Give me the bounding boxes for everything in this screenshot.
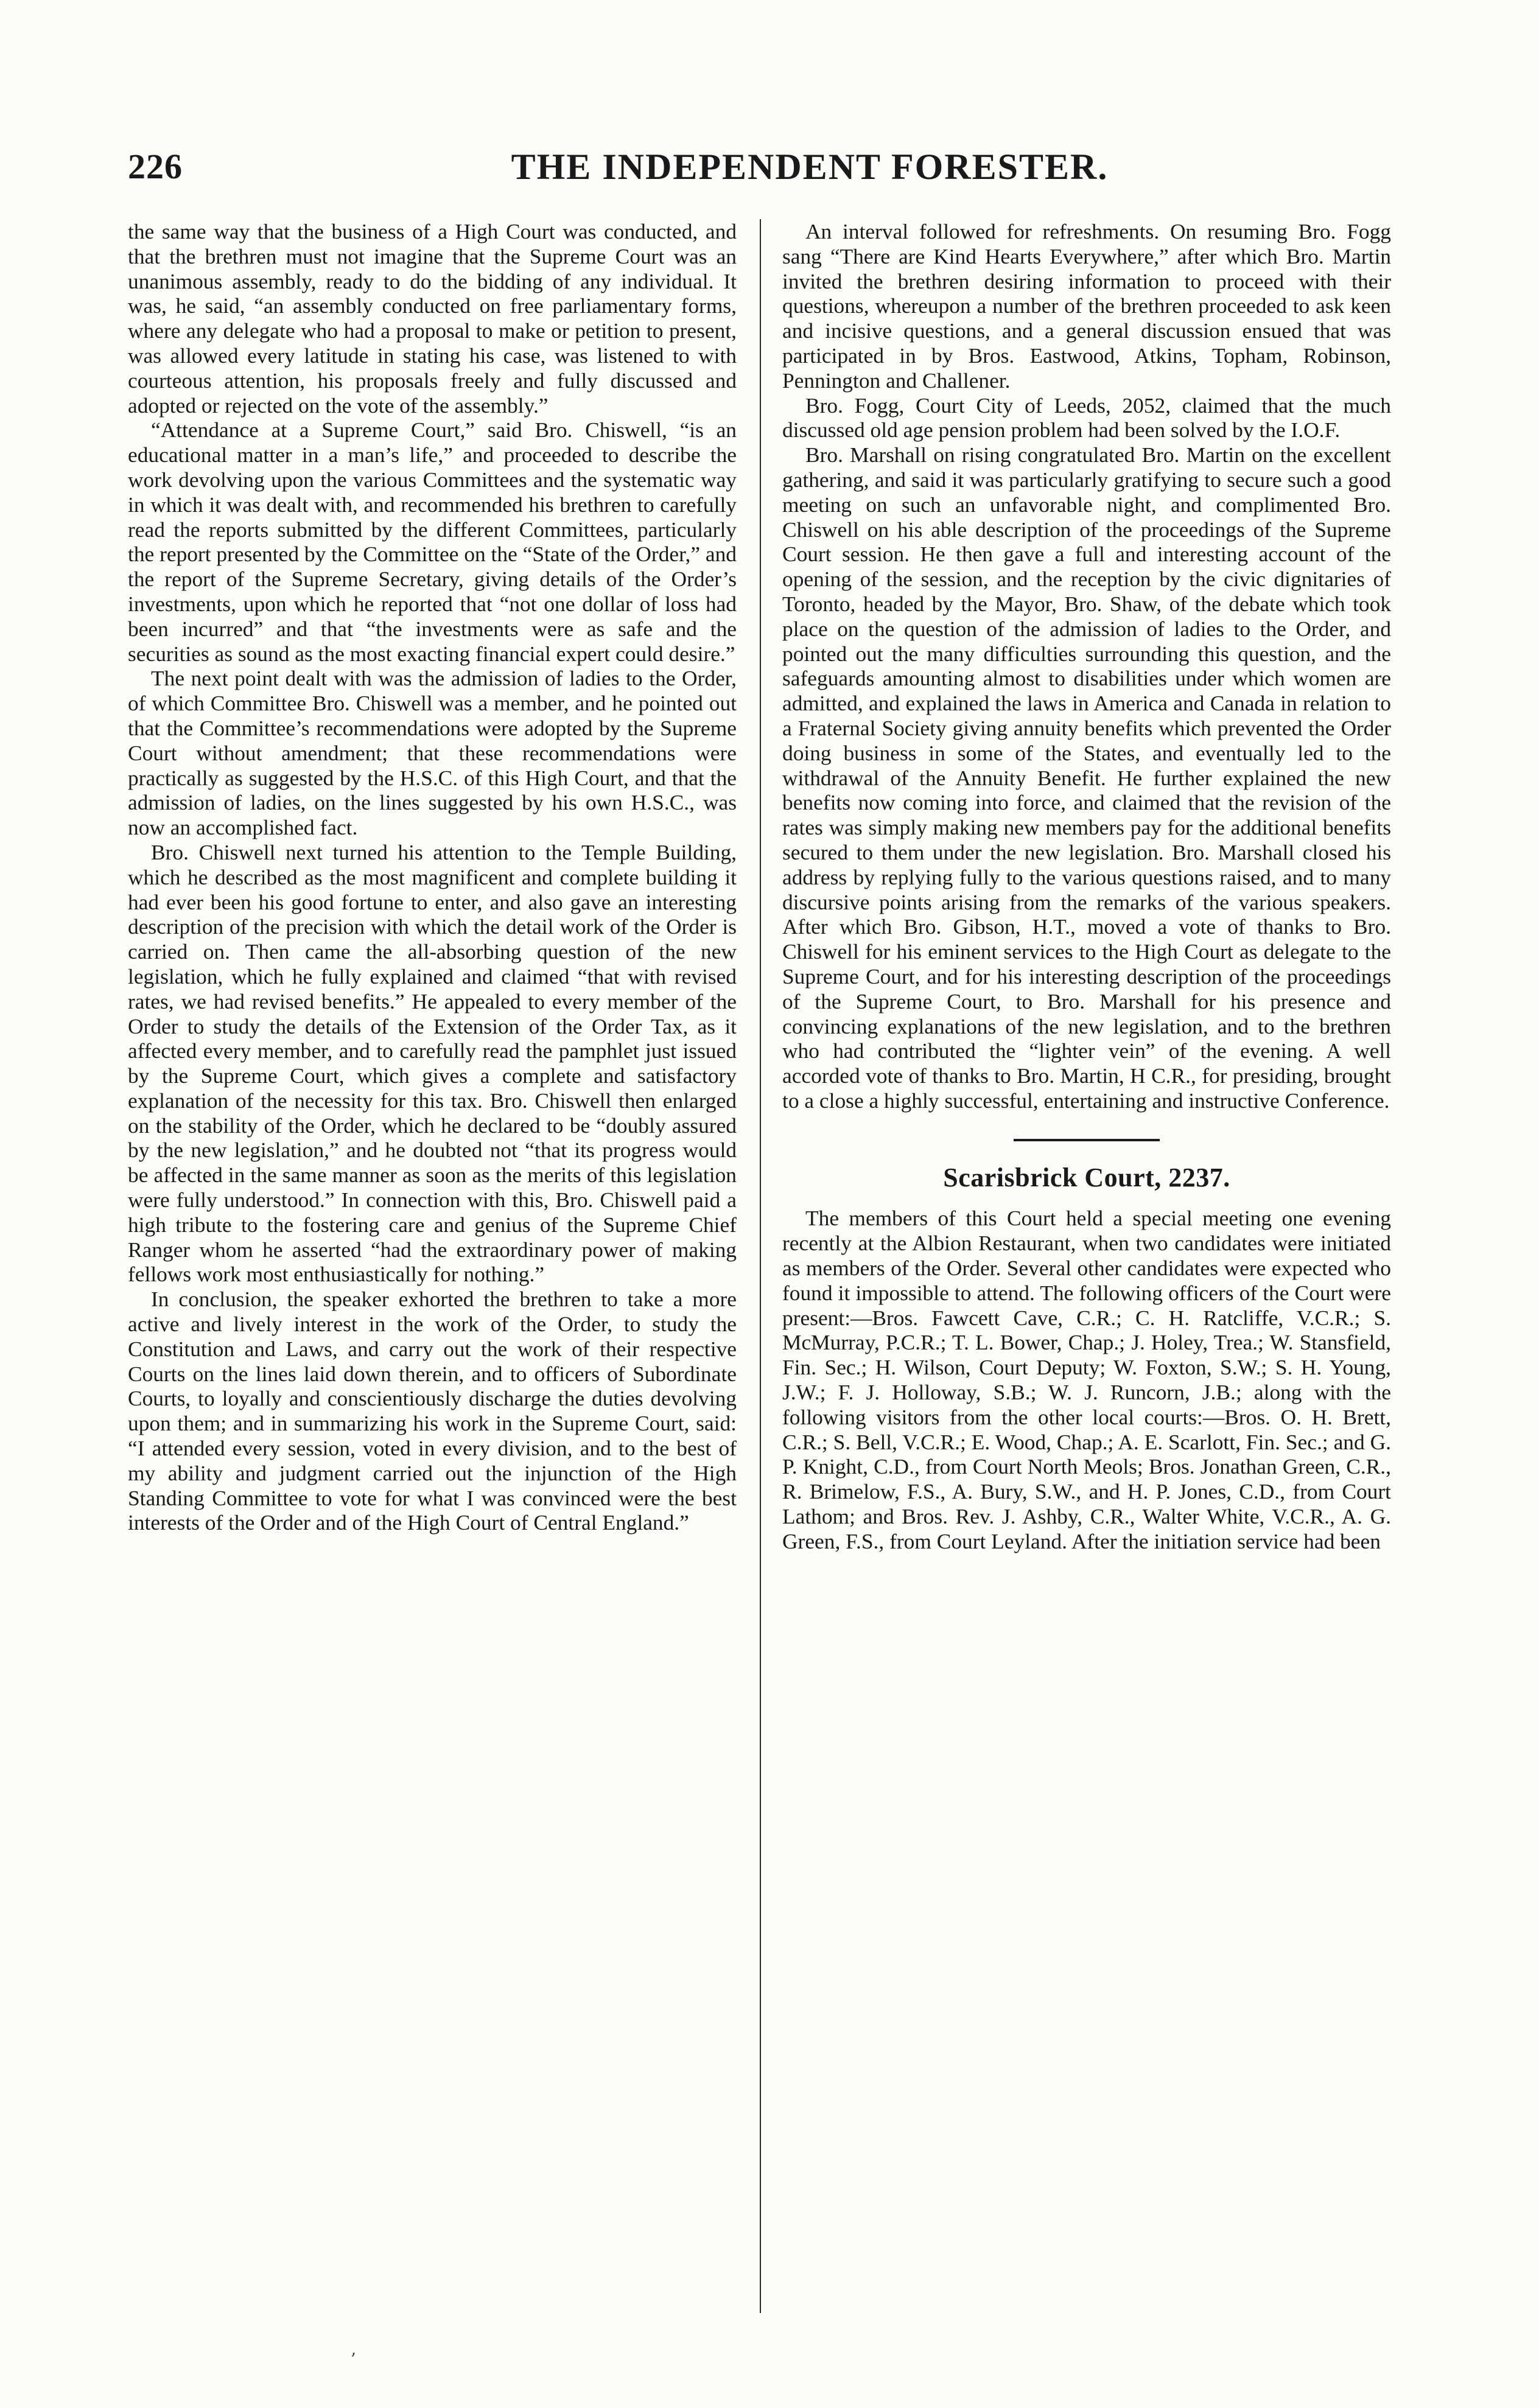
left-paragraph-1: the same way that the business of a High Court was conducted, and that the brethren must not imagine that the Supreme Court was an unanimous assembly, ready to do the bidding of any individual. It was, he said, “an assembly conducted on free parliamentary forms, where any delegate who had a proposal to make or petition to present, was allowed every latitude in stating his case, was listened to with courteous attention, his proposals freely and fully discussed and adopted or rejected on the vote of the assembly.”	[128, 219, 737, 418]
left-paragraph-4: Bro. Chiswell next turned his attention to the Temple Building, which he described as the most magnificent and complete building it had ever been his good fortune to enter, and also gave an interesting description of the precision with which the detail work of the Order is carried on. Then came the all-absorbing question of the new legislation, which he fully explained and claimed “that with revised rates, we had revised benefits.” He appealed to every member of the Order to study the details of the Extension of the Order Tax, as it affected every member, and to carefully read the pamphlet just issued by the Supreme Court, which gives a complete and satisfactory explanation of the necessity for this tax. Bro. Chiswell then enlarged on the stability of the Order, which he declared to be “doubly assured by the new legislation,” and he doubted not “that its progress would be affected in the same manner as soon as the merits of this legislation were fully understood.” In connection with this, Bro. Chiswell paid a high tribute to the fostering care and genius of the Supreme Chief Ranger whom he asserted “had the extraordinary power of making fellows work most enthusiastically for nothing.”	[128, 839, 737, 1287]
section-rule	[1014, 1139, 1160, 1141]
left-column	[128, 219, 737, 1535]
page-number: 226	[128, 147, 183, 186]
left-paragraph-3: The next point dealt with was the admission of ladies to the Order, of which Committee Bro. Chiswell was a member, and he pointed out that the Committee’s recommendations were adopted by the Supreme Court without amendment; that these recommendations were practically as suggested by the H.S.C. of this High Court, and that the admission of ladies, on the lines suggested by his own H.S.C., was now an accomplished fact.	[128, 666, 737, 840]
right-column	[782, 219, 1391, 1554]
right-paragraph-2: Bro. Fogg, Court City of Leeds, 2052, claimed that the much discussed old age pension problem had been solved by the I.O.F.	[782, 393, 1391, 443]
left-paragraph-2: “Attendance at a Supreme Court,” said Bro. Chiswell, “is an educational matter in a man’s life,” and proceeded to describe the work devolving upon the various Committees and the systematic way in which it was dealt with, and recommended his brethren to carefully read the reports submitted by the different Committees, particularly the report presented by the Committee on the “State of the Order,” and the report of the Supreme Secretary, giving details of the Order’s investments, upon which he reported that “not one dollar of loss had been incurred” and that “the investments were as safe and the securities as sound as the most exacting financial expert could desire.”	[128, 418, 737, 666]
column-divider	[760, 219, 761, 2313]
section-paragraph-1: The members of this Court held a special meeting one evening recently at the Albion Restaurant, when two candidates were initiated as members of the Order. Several other candidates were expected who found it impossible to attend. The following officers of the Court were present:—Bros. Fawcett Cave, C.R.; C. H. Ratcliffe, V.C.R.; S. McMurray, P.C.R.; T. L. Bower, Chap.; J. Holey, Trea.; W. Stansfield, Fin. Sec.; H. Wilson, Court Deputy; W. Foxton, S.W.; S. H. Young, J.W.; F. J. Holloway, S.B.; W. J. Runcorn, J.B.; along with the following visitors from the other local courts:—Bros. O. H. Brett, C.R.; S. Bell, V.C.R.; E. Wood, Chap.; A. E. Scarlott, Fin. Sec.; and G. P. Knight, C.D., from Court North Meols; Bros. Jonathan Green, C.R., R. Brimelow, F.S., A. Bury, S.W., and H. P. Jones, C.D., from Court Lathom; and Bros. Rev. J. Ashby, C.R., Walter White, V.C.R., A. G. Green, F.S., from Court Leyland. After the initiation service had been	[782, 1206, 1391, 1553]
running-head: THE INDEPENDENT FORESTER.	[511, 147, 1109, 187]
footer-mark: ʼ	[350, 2350, 356, 2370]
right-paragraph-3: Bro. Marshall on rising congratulated Bro. Martin on the excellent gathering, and said it was particularly gratifying to secure such a good meeting on such an unfavorable night, and complimented Bro. Chiswell on his able description of the proceedings of the Supreme Court session. He then gave a full and interesting account of the opening of the session, and the reception by the civic dignitaries of Toronto, headed by the Mayor, Bro. Shaw, of the debate which took place on the question of the admission of ladies to the Order, and pointed out the many difficulties surrounding this question, and the safeguards amounting almost to disabilities under which women are admitted, and explained the laws in America and Canada in relation to a Fraternal Society giving annuity benefits which prevented the Order doing business in some of the States, and eventually led to the withdrawal of the Annuity Benefit. He further explained the new benefits now coming into force, and claimed that the revision of the rates was simply making new members pay for the additional benefits secured to them under the new legislation. Bro. Marshall closed his address by replying fully to the various questions raised, and to many discursive points arising from the remarks of the various speakers. After which Bro. Gibson, H.T., moved a vote of thanks to Bro. Chiswell for his eminent services to the High Court as delegate to the Supreme Court, and for his interesting description of the proceedings of the Supreme Court, to Bro. Marshall for his presence and convincing explanations of the new legislation, and to the brethren who had contributed the “lighter vein” of the evening. A well accorded vote of thanks to Bro. Martin, H C.R., for presiding, brought to a close a highly successful, entertaining and instructive Conference.	[782, 443, 1391, 1113]
page-header	[128, 146, 1412, 195]
section-heading: Scarisbrick Court, 2237.	[943, 1162, 1230, 1192]
right-paragraph-1: An interval followed for refreshments. On resuming Bro. Fogg sang “There are Kind Hearts Everywhere,” after which Bro. Martin invited the brethren desiring information to proceed with their questions, whereupon a number of the brethren proceeded to ask keen and incisive questions, and a general discussion ensued that was participated in by Bros. Eastwood, Atkins, Topham, Robinson, Pennington and Challener.	[782, 219, 1391, 393]
left-paragraph-5: In conclusion, the speaker exhorted the brethren to take a more active and lively interest in the work of the Order, to study the Constitution and Laws, and carry out the work of their respective Courts on the lines laid down therein, and to officers of Subordinate Courts, to loyally and conscientiously discharge the duties devolving upon them; and in summarizing his work in the Supreme Court, said: “I attended every session, voted in every division, and to the best of my ability and judgment carried out the injunction of the High Standing Committee to vote for what I was convinced were the best interests of the Order and of the High Court of Central England.”	[128, 1287, 737, 1535]
